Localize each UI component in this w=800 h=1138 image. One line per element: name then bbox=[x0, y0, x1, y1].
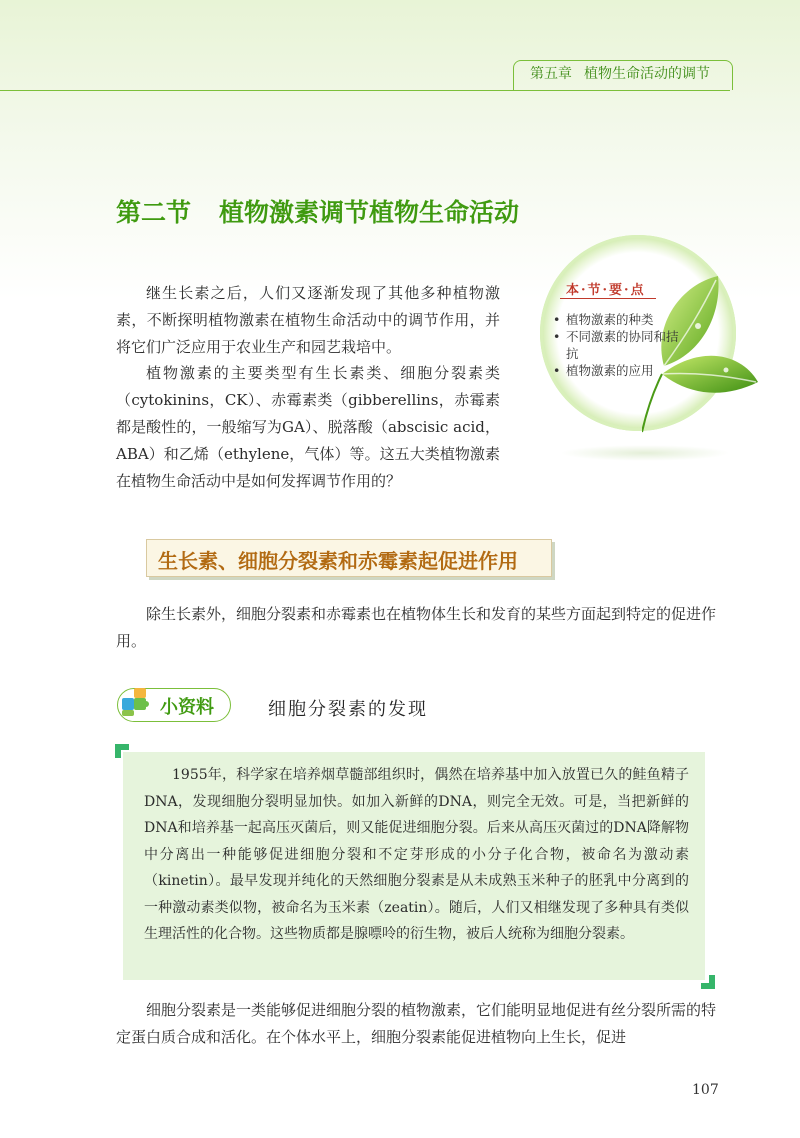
intro-paragraph-1: 继生长素之后，人们又逐渐发现了其他多种植物激素，不断探明植物激素在植物生命活动中的调节作用，并将它们广泛应用于农业生产和园艺栽培中。 bbox=[116, 284, 500, 356]
body-paragraph: 细胞分裂素是一类能够促进细胞分裂的植物激素，它们能明显地促进有丝分裂所需的特定蛋白质合成和活化。在个体水平上，细胞分裂素能促进植物向上生长，促进 bbox=[116, 1001, 717, 1046]
section-heading: 植物激素调节植物生命活动 bbox=[219, 198, 520, 227]
info-heading: 细胞分裂素的发现 bbox=[268, 699, 428, 720]
chapter-header bbox=[530, 63, 722, 83]
puzzle-icon bbox=[120, 686, 156, 718]
key-points-shadow bbox=[560, 445, 730, 461]
info-text: 1955年，科学家在培养烟草髓部组织时，偶然在培养基中加入放置已久的鲑鱼精子DNA，发现细胞分裂明显加快。如加入新鲜的DNA，则完全无效。可是，当把新鲜的DNA和培养基一起高压灭菌后，则又能促进细胞分裂。后来从高压灭菌过的DNA降解物中分离出一种能够促进细胞分裂和不定芽形成的小分子化合物，被命名为激动素（kinetin）。最早发现并纯化的天然细胞分裂素是从未成熟玉米种子的胚乳中分离到的一种激动素类似物，被命名为玉米素（zeatin）。随后，人们又相继发现了多种具有类似生理活性的化合物。这些物质都是腺嘌呤的衍生物，被后人统称为细胞分裂素。 bbox=[144, 767, 689, 942]
header-rule bbox=[0, 90, 730, 91]
subsection-heading: 生长素、细胞分裂素和赤霉素起促进作用 bbox=[158, 549, 518, 573]
chapter-label: 第五章 bbox=[530, 66, 572, 82]
key-point-item: • 不同激素的协同和拮抗 bbox=[553, 328, 683, 362]
key-point-item: • 植物激素的种类 bbox=[553, 311, 683, 328]
key-points-list bbox=[553, 311, 683, 379]
section-title bbox=[116, 193, 519, 229]
page-number: 107 bbox=[692, 1082, 719, 1098]
intro-paragraph-2: 植物激素的主要类型有生长素类、细胞分裂素类（cytokinins，CK）、赤霉素类（gibberellins，赤霉素都是酸性的，一般缩写为GA）、脱落酸（abscisic acid，ABA）和乙烯（ethylene，气体）等。这五大类植物激素在植物生命活动中是如何发挥调节作用的？ bbox=[116, 364, 500, 490]
section-number: 第二节 bbox=[116, 198, 192, 227]
subsection-paragraph: 除生长素外，细胞分裂素和赤霉素也在植物体生长和发育的某些方面起到特定的促进作用。 bbox=[116, 605, 717, 650]
info-badge-label: 小资料 bbox=[160, 697, 214, 718]
key-point-item: • 植物激素的应用 bbox=[553, 362, 683, 379]
key-points-divider bbox=[560, 298, 656, 299]
key-points-title: 本·节·要·点 bbox=[566, 283, 646, 298]
info-box-corner bbox=[701, 975, 715, 989]
info-box-corner bbox=[115, 744, 129, 758]
chapter-title: 植物生命活动的调节 bbox=[584, 66, 710, 82]
